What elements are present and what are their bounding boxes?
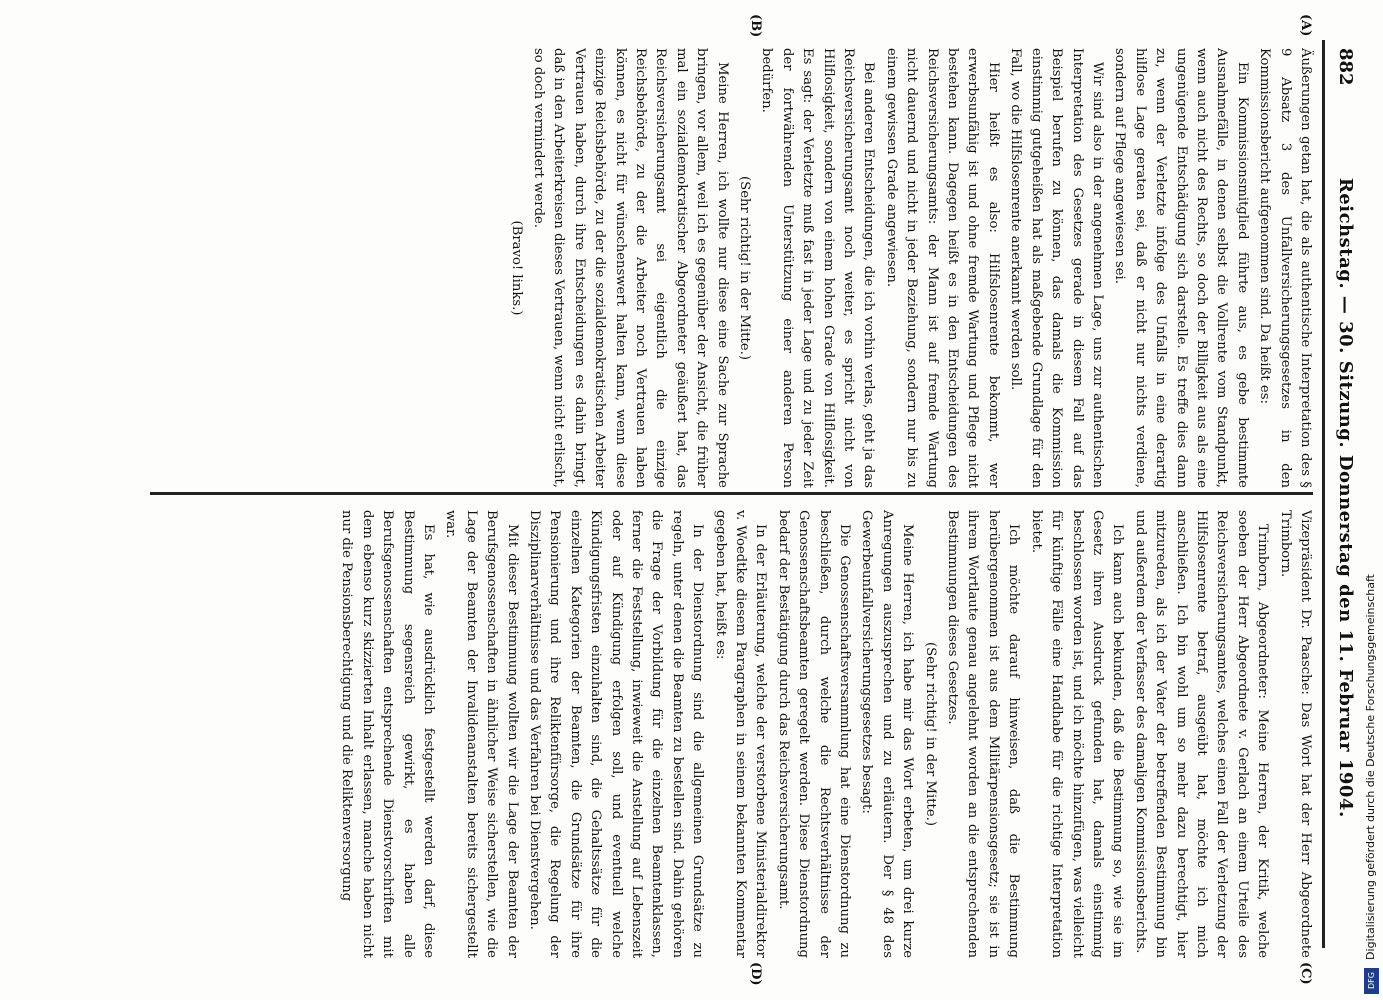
speaker-intro: Vizepräsident Dr. Paasche: Das Wort hat der Herr Abgeordnete Trimborn. — [1277, 510, 1313, 958]
right-text-column — [130, 510, 1315, 958]
margin-marker-d: (D) — [748, 962, 763, 986]
page-header — [1329, 48, 1363, 940]
column-rule — [150, 492, 1313, 495]
paragraph: Ich möchte darauf hinweisen, daß die Bestimmung herübergenommen ist aus dem Militärpensionsgesetz; sie ist in ihrem Wortlaute genau angelehnt worden an die entsprechenden Bestimmungen dieses Gesetzes. — [945, 510, 1022, 958]
paragraph: Wir sind also in der angenehmen Lage, uns zur authentischen Interpretation des Gesetzes gerade in diesem Fall auf das Beispiel berufen zu können, das damals die Kommission einstimmig gutgeheißen hat als maßgebende Grundlage für den Fall, wo die Hilfslosenrente anerkannt werden soll. — [1008, 48, 1105, 488]
paragraph: Es hat, wie ausdrücklich festgestellt werden darf, diese Bestimmung segensreich gewirkt, es haben alle Berufsgenossenschaften entsprechende Dienstvorschriften mit dem ebenso kurz skizzierten Inhalt erlassen, manche haben nicht nur die Pensionsberechtigung und die Reliktenversorgung — [339, 510, 436, 958]
page-number: 882 — [1335, 48, 1357, 86]
applause-note: (Sehr richtig! in der Mitte.) — [922, 642, 938, 826]
paragraph: Ich kann auch bekunden, daß die Bestimmung so, wie sie im Gesetz ihren Ausdruck gefunden hat, damals einstimmig beschlossen worden ist, und ich möchte hinzufügen, was vielleicht für künftige Fälle eine Handhabe für die richtige Interpretation bietet. — [1028, 510, 1126, 958]
paragraph: In der Erläuterung, welche der verstorbene Ministerialdirektor v. Woedtke diesem Paragraphen in seinem bekannten Kommentar gegeben hat, heißt es: — [712, 510, 769, 958]
paragraph: Mit dieser Bestimmung wollten wir die Lage der Beamten der Berufsgenossenschaften in ähnlicher Weise sicherstellen, wie die Lage der Beamten der Invalidenanstalten bereits sichergestellt war. — [443, 510, 520, 958]
margin-marker-b: (B) — [748, 14, 763, 38]
paragraph: Meine Herren, ich habe mir das Wort erbeten, um drei kurze Anregungen auszusprechen und zu erläutern. Der § 48 des Gewerbeunfallversicherungsgesetzes besagt: — [859, 510, 916, 958]
quote-paragraph: Ein Kommissionsmitglied führte aus, es gebe bestimmte Ausnahmefälle, in denen selbst die Vollrente vom Standpunkt, wenn auch nicht des Rechts, so doch der Billigkeit aus als eine ungenügende Entschädigung sich darstelle. Es treffe dies dann zu, wenn der Verletzte infolge des Unfalls in eine derartig hilflose Lage geraten sei, daß er nicht nur nichts verdiene, sondern auf Pflege angewiesen sei. — [1112, 48, 1250, 488]
paragraph: Trimborn, Abgeordneter: Meine Herren, der Kritik, welche soeben der Herr Abgeordnete v. Gerlach an einem Urteile des Reichsversicherungsamtes, welches einen Fall der Verletzung der Hilfslosenrente betraf, ausgeübt hat, möchte ich mich anschließen. Ich bin wohl um so mehr dazu berechtigt, hier mitzureden, als ich der Vater der betreffenden Bestimmung bin und außerdem der Verfasser des damaligen Kommissionsberichts. — [1132, 510, 1271, 958]
page-title: Reichstag. — 30. Sitzung. Donnerstag den 11. Februar 1904. — [1335, 177, 1357, 818]
quote-paragraph: Die Genossenschaftsversammlung hat eine Dienstordnung zu beschließen, durch welche die Rechtsverhältnisse der Genossenschaftsbeamten geregelt werden. Diese Dienstordnung bedarf der Bestätigung durch das Reichsversicherungsamt. — [775, 510, 853, 958]
paragraph: Äußerungen getan hat, die als authentische Interpretation des § 9 Absatz 3 des Unfallversicherungsgesetzes in den Kommissionsbericht aufgenommen sind. Da heißt es: — [1257, 48, 1313, 488]
left-text-column — [130, 48, 1315, 488]
margin-marker-a: (A) — [1298, 14, 1313, 37]
quote-paragraph: In der Dienstordnung sind die allgemeinen Grundsätze zu regeln, unter denen die Beamten zu bestellen sind. Dahin gehören die Frage der Vorbildung für die einzelnen Beamtenklassen, ferner die Feststellung, inwieweit die Anstellung auf Lebenszeit oder auf Kündigung erfolgen soll, und eventuell welche Kündigungsfristen einzuhalten sind, die Gehaltssätze für die einzelnen Kategorien der Beamten, die Grundsätze für ihre Pensionierung und ihre Reliktenfürsorge, die Regelung der Disziplinarverhältnisse und das Verfahren bei Dienstvergehen. — [526, 510, 706, 958]
header-rule — [1322, 40, 1325, 948]
paragraph: Bei anderen Entscheidungen, die ich vorhin verlas, geht ja das Reichsversicherungsamt noch weiter, es spricht nicht von Hilflosigkeit, sondern von einem hohen Grade von Hilflosigkeit. Es sagt: der Verletzte muß fast in jeder Lage und zu jeder Zeit der fortwährenden Unterstützung einer anderen Person bedürfen. — [759, 48, 877, 488]
digitization-credit — [1362, 0, 1380, 1000]
dfg-logo: DFG — [1364, 968, 1379, 994]
applause-note: (Sehr richtig! in der Mitte.) — [737, 176, 753, 360]
applause-note: (Bravo! links.) — [508, 220, 524, 316]
credit-text: Digitalisierung gefördert durch die Deutsche Forschungsgemeinschaft — [1364, 574, 1377, 960]
margin-marker-c: (C) — [1298, 962, 1313, 985]
paragraph: Meine Herren, ich wollte nur diese eine Sache zur Sprache bringen, vor allem, weil ich es gegenüber der Ansicht, die früher mal ein sozialdemokratischer Abgeordneter geäußert hat, das Reichsversicherungsamt sei eigentlich die einzige Reichsbehörde, zu der die Arbeiter noch Vertrauen haben können, es nicht für wünschenswert halten kann, wenn diese einzige Reichsbehörde, zu der die sozialdemokratischen Arbeiter Vertrauen haben, durch ihre Entscheidungen es dahin bringt, daß in den Arbeiterkreisen dieses Vertrauen, wenn nicht erlischt, so doch vermindert werde. — [530, 48, 730, 488]
paragraph: Hier heißt es also: Hilfslosenrente bekommt, wer erwerbsunfähig ist und ohne fremde Wartung und Pflege nicht bestehen kann. Dagegen heißt es in den Entscheidungen des Reichsversicherungsamts: der Mann ist auf fremde Wartung nicht dauernd und nicht in jeder Beziehung, sondern nur bis zu einem gewissen Grade angewiesen. — [883, 48, 1001, 488]
